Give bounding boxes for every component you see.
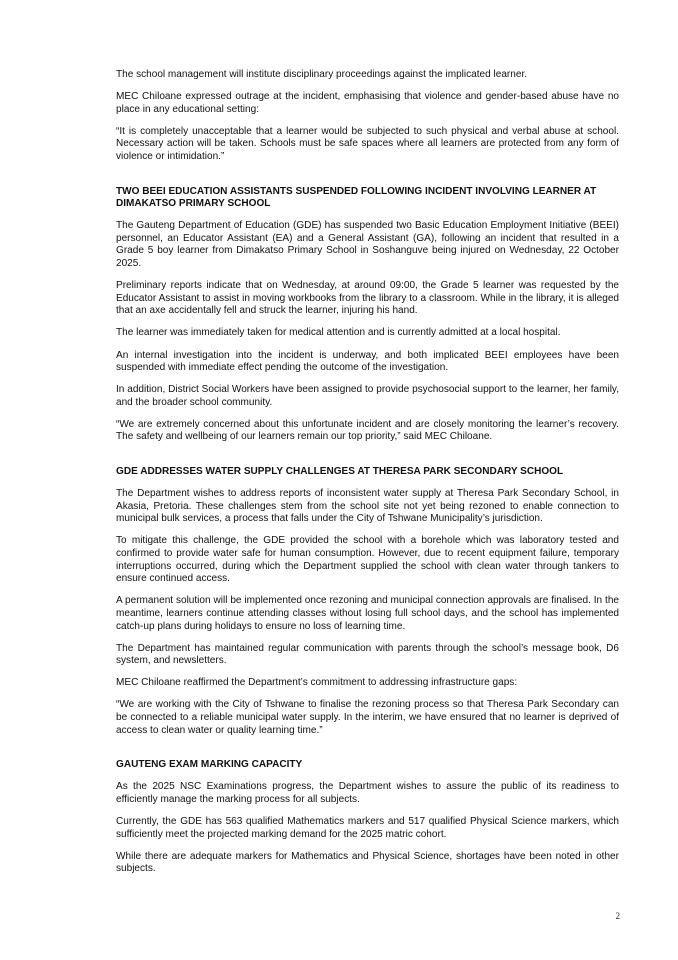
paragraph: In addition, District Social Workers have been assigned to provide psychosocial support to the learner, her family, and the broader school community. (116, 384, 619, 408)
quote-paragraph: “We are extremely concerned about this unfortunate incident and are closely monitoring the learner’s recovery. The safety and wellbeing of our learners remain our top priority,” said MEC Chiloane. (116, 418, 619, 443)
paragraph: MEC Chiloane expressed outrage at the incident, emphasising that violence and gender-based abuse have no place in any educational setting: (116, 91, 619, 115)
paragraph: A permanent solution will be implemented once rezoning and municipal connection approvals are finalised. In the meantime, learners continue attending classes without losing full school days, and the school has implemented catch-up plans during holidays to ensure no loss of learning time. (116, 595, 619, 632)
paragraph: While there are adequate markers for Mathematics and Physical Science, shortages have been noted in other subjects. (116, 850, 619, 875)
quote-paragraph: “It is completely unacceptable that a learner would be subjected to such physical and verbal abuse at school. Necessary action will be taken. Schools must be safe spaces where all learners are protected from any form of violence or intimidation.” (116, 125, 619, 162)
section-exam-marking (116, 759, 619, 876)
paragraph: Preliminary reports indicate that on Wednesday, at around 09:00, the Grade 5 learner was requested by the Educator Assistant to assist in moving workbooks from the library to a classroom. While in the library, it is alleged that an axe accidentally fell and struck the learner, injuring his hand. (116, 280, 619, 317)
paragraph: Currently, the GDE has 563 qualified Mathematics markers and 517 qualified Physical Science markers, which sufficiently meet the projected marking demand for the 2025 matric cohort. (116, 815, 619, 840)
paragraph: As the 2025 NSC Examinations progress, the Department wishes to assure the public of its readiness to efficiently manage the marking process for all subjects. (116, 781, 619, 805)
paragraph: The Department has maintained regular communication with parents through the school’s message book, D6 system, and newsletters. (116, 642, 619, 667)
section-beei-suspension (116, 186, 619, 445)
paragraph: An internal investigation into the incident is underway, and both implicated BEEI employees have been suspended with immediate effect pending the outcome of the investigation. (116, 349, 619, 374)
paragraph: The Department wishes to address reports of inconsistent water supply at Theresa Park Secondary School, in Akasia, Pretoria. These challenges stem from the school site not yet being rezoned to enable connection to municipal bulk services, a process that falls under the City of Tshwane Municipality’s jurisdiction. (116, 488, 619, 525)
intro-block (116, 69, 619, 164)
section-heading: GDE ADDRESSES WATER SUPPLY CHALLENGES AT THERESA PARK SECONDARY SCHOOL (116, 466, 564, 478)
page-number: 2 (615, 911, 620, 921)
paragraph: To mitigate this challenge, the GDE provided the school with a borehole which was laboratory tested and confirmed to provide water safe for human consumption. However, due to recent equipment failure, temporary interruptions occurred, during which the Department supplied the school with clean water through tankers to ensure continued access. (116, 535, 619, 585)
section-heading: GAUTENG EXAM MARKING CAPACITY (116, 759, 303, 771)
section-heading: TWO BEEI EDUCATION ASSISTANTS SUSPENDED FOLLOWING INCIDENT INVOLVING LEARNER AT DIMAKATSO PRIMARY SCHOOL (116, 185, 597, 210)
paragraph: The Gauteng Department of Education (GDE) has suspended two Basic Education Employment Initiative (BEEI) personnel, an Educator Assistant (EA) and a General Assistant (GA), following an incident that resulted in a Grade 5 boy learner from Dimakatso Primary School in Soshanguve being injured on Wednesday, 22 October 2025. (116, 220, 619, 270)
paragraph: The school management will institute disciplinary proceedings against the implicated learner. (116, 69, 528, 80)
paragraph: MEC Chiloane reaffirmed the Department’s commitment to addressing infrastructure gaps: (116, 677, 518, 689)
paragraph: The learner was immediately taken for medical attention and is currently admitted at a local hospital. (116, 327, 561, 339)
quote-paragraph: “We are working with the City of Tshwane to finalise the rezoning process so that Theresa Park Secondary can be connected to a reliable municipal water supply. In the interim, we have ensured that no learner is deprived of access to clean water or quality learning time.” (116, 699, 619, 736)
section-water-supply (116, 466, 619, 737)
